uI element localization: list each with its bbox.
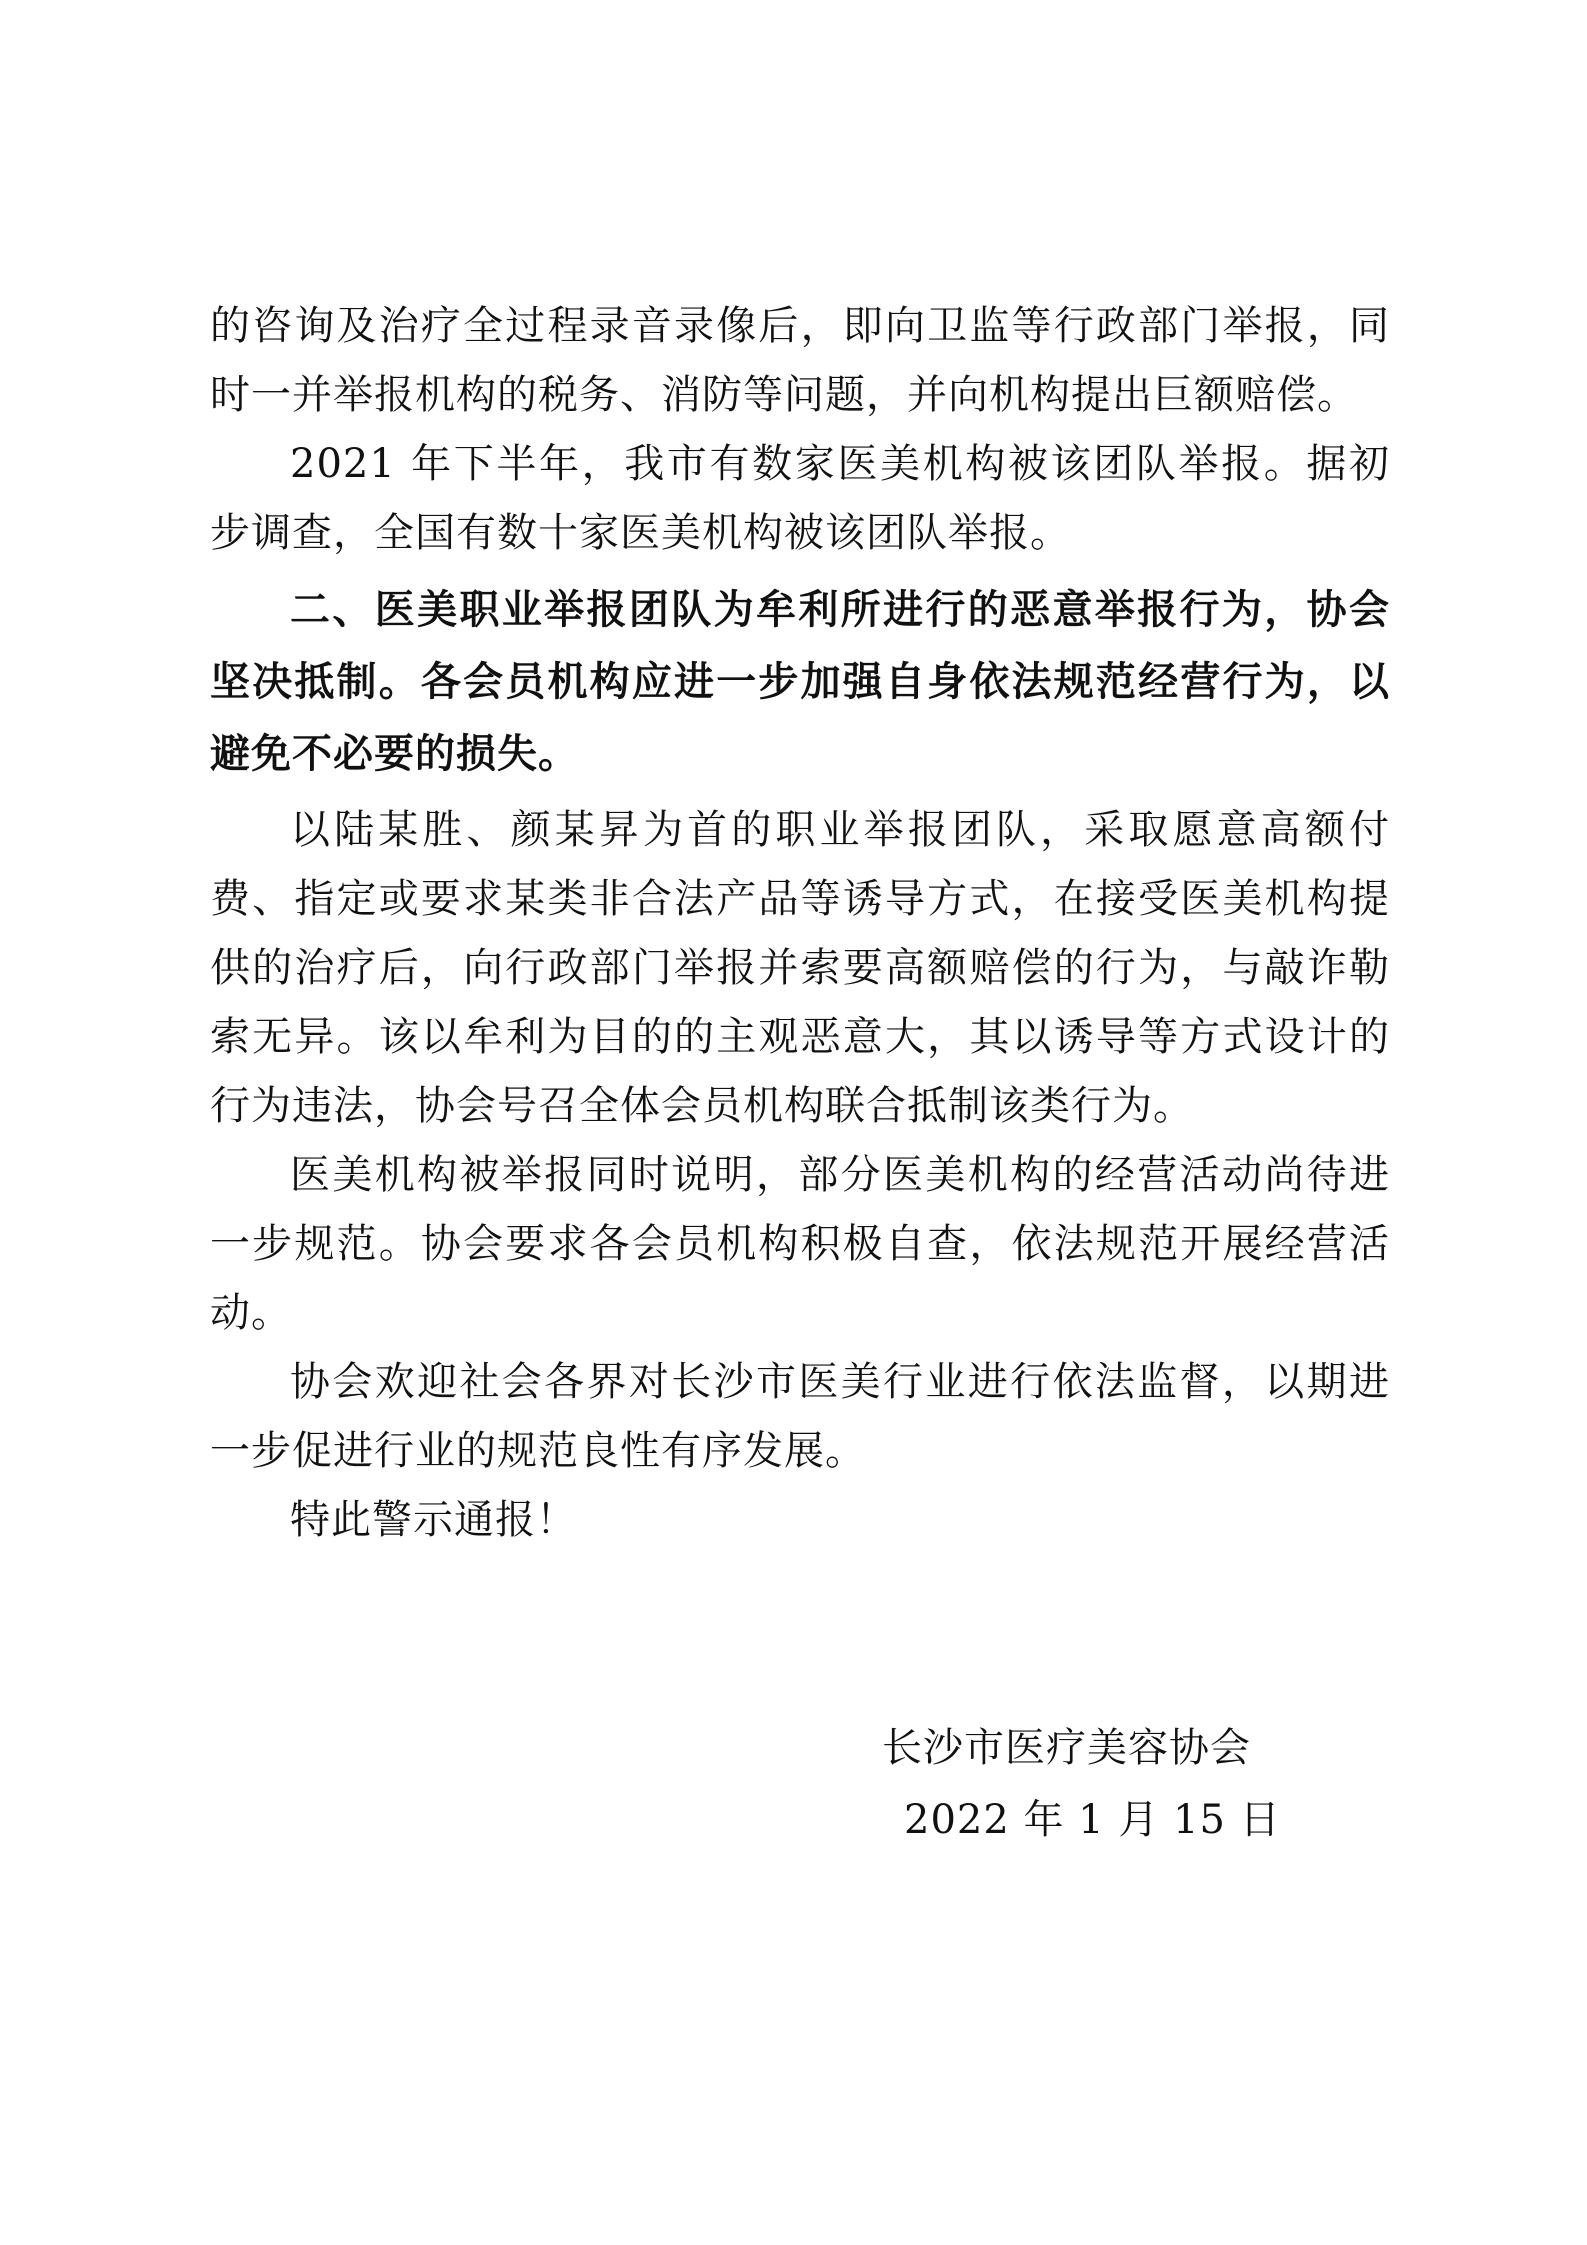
paragraph-2021-reports: 2021 年下半年，我市有数家医美机构被该团队举报。据初步调查，全国有数十家医美机构被该团队举报。 [210, 441, 1390, 556]
signature-date: 2022 年 1 月 15 日 [904, 1797, 1281, 1843]
paragraph-continued: 的咨询及治疗全过程录音录像后，即向卫监等行政部门举报，同时一并举报机构的税务、消防等问题，并向机构提出巨额赔偿。 [210, 303, 1390, 418]
document-body [210, 292, 1390, 1555]
signature-block [882, 1712, 1302, 1856]
section-heading-two: 二、医美职业举报团队为牟利所进行的恶意举报行为，协会坚决抵制。各会员机构应进一步加强自身依法规范经营行为，以避免不必要的损失。 [210, 587, 1390, 777]
paragraph-closing: 特此警示通报！ [290, 1497, 577, 1543]
paragraph-professional-reporters: 以陆某胜、颜某昇为首的职业举报团队，采取愿意高额付费、指定或要求某类非合法产品等诱导方式，在接受医美机构提供的治疗后，向行政部门举报并索要高额赔偿的行为，与敲诈勒索无异。该以牟利为目的的主观恶意大，其以诱导等方式设计的行为违法，协会号召全体会员机构联合抵制该类行为。 [210, 807, 1390, 1129]
paragraph-public-supervision: 协会欢迎社会各界对长沙市医美行业进行依法监督，以期进一步促进行业的规范良性有序发展。 [210, 1359, 1390, 1474]
paragraph-self-inspection: 医美机构被举报同时说明，部分医美机构的经营活动尚待进一步规范。协会要求各会员机构积极自查，依法规范开展经营活动。 [210, 1152, 1390, 1336]
signature-organization: 长沙市医疗美容协会 [882, 1725, 1251, 1771]
